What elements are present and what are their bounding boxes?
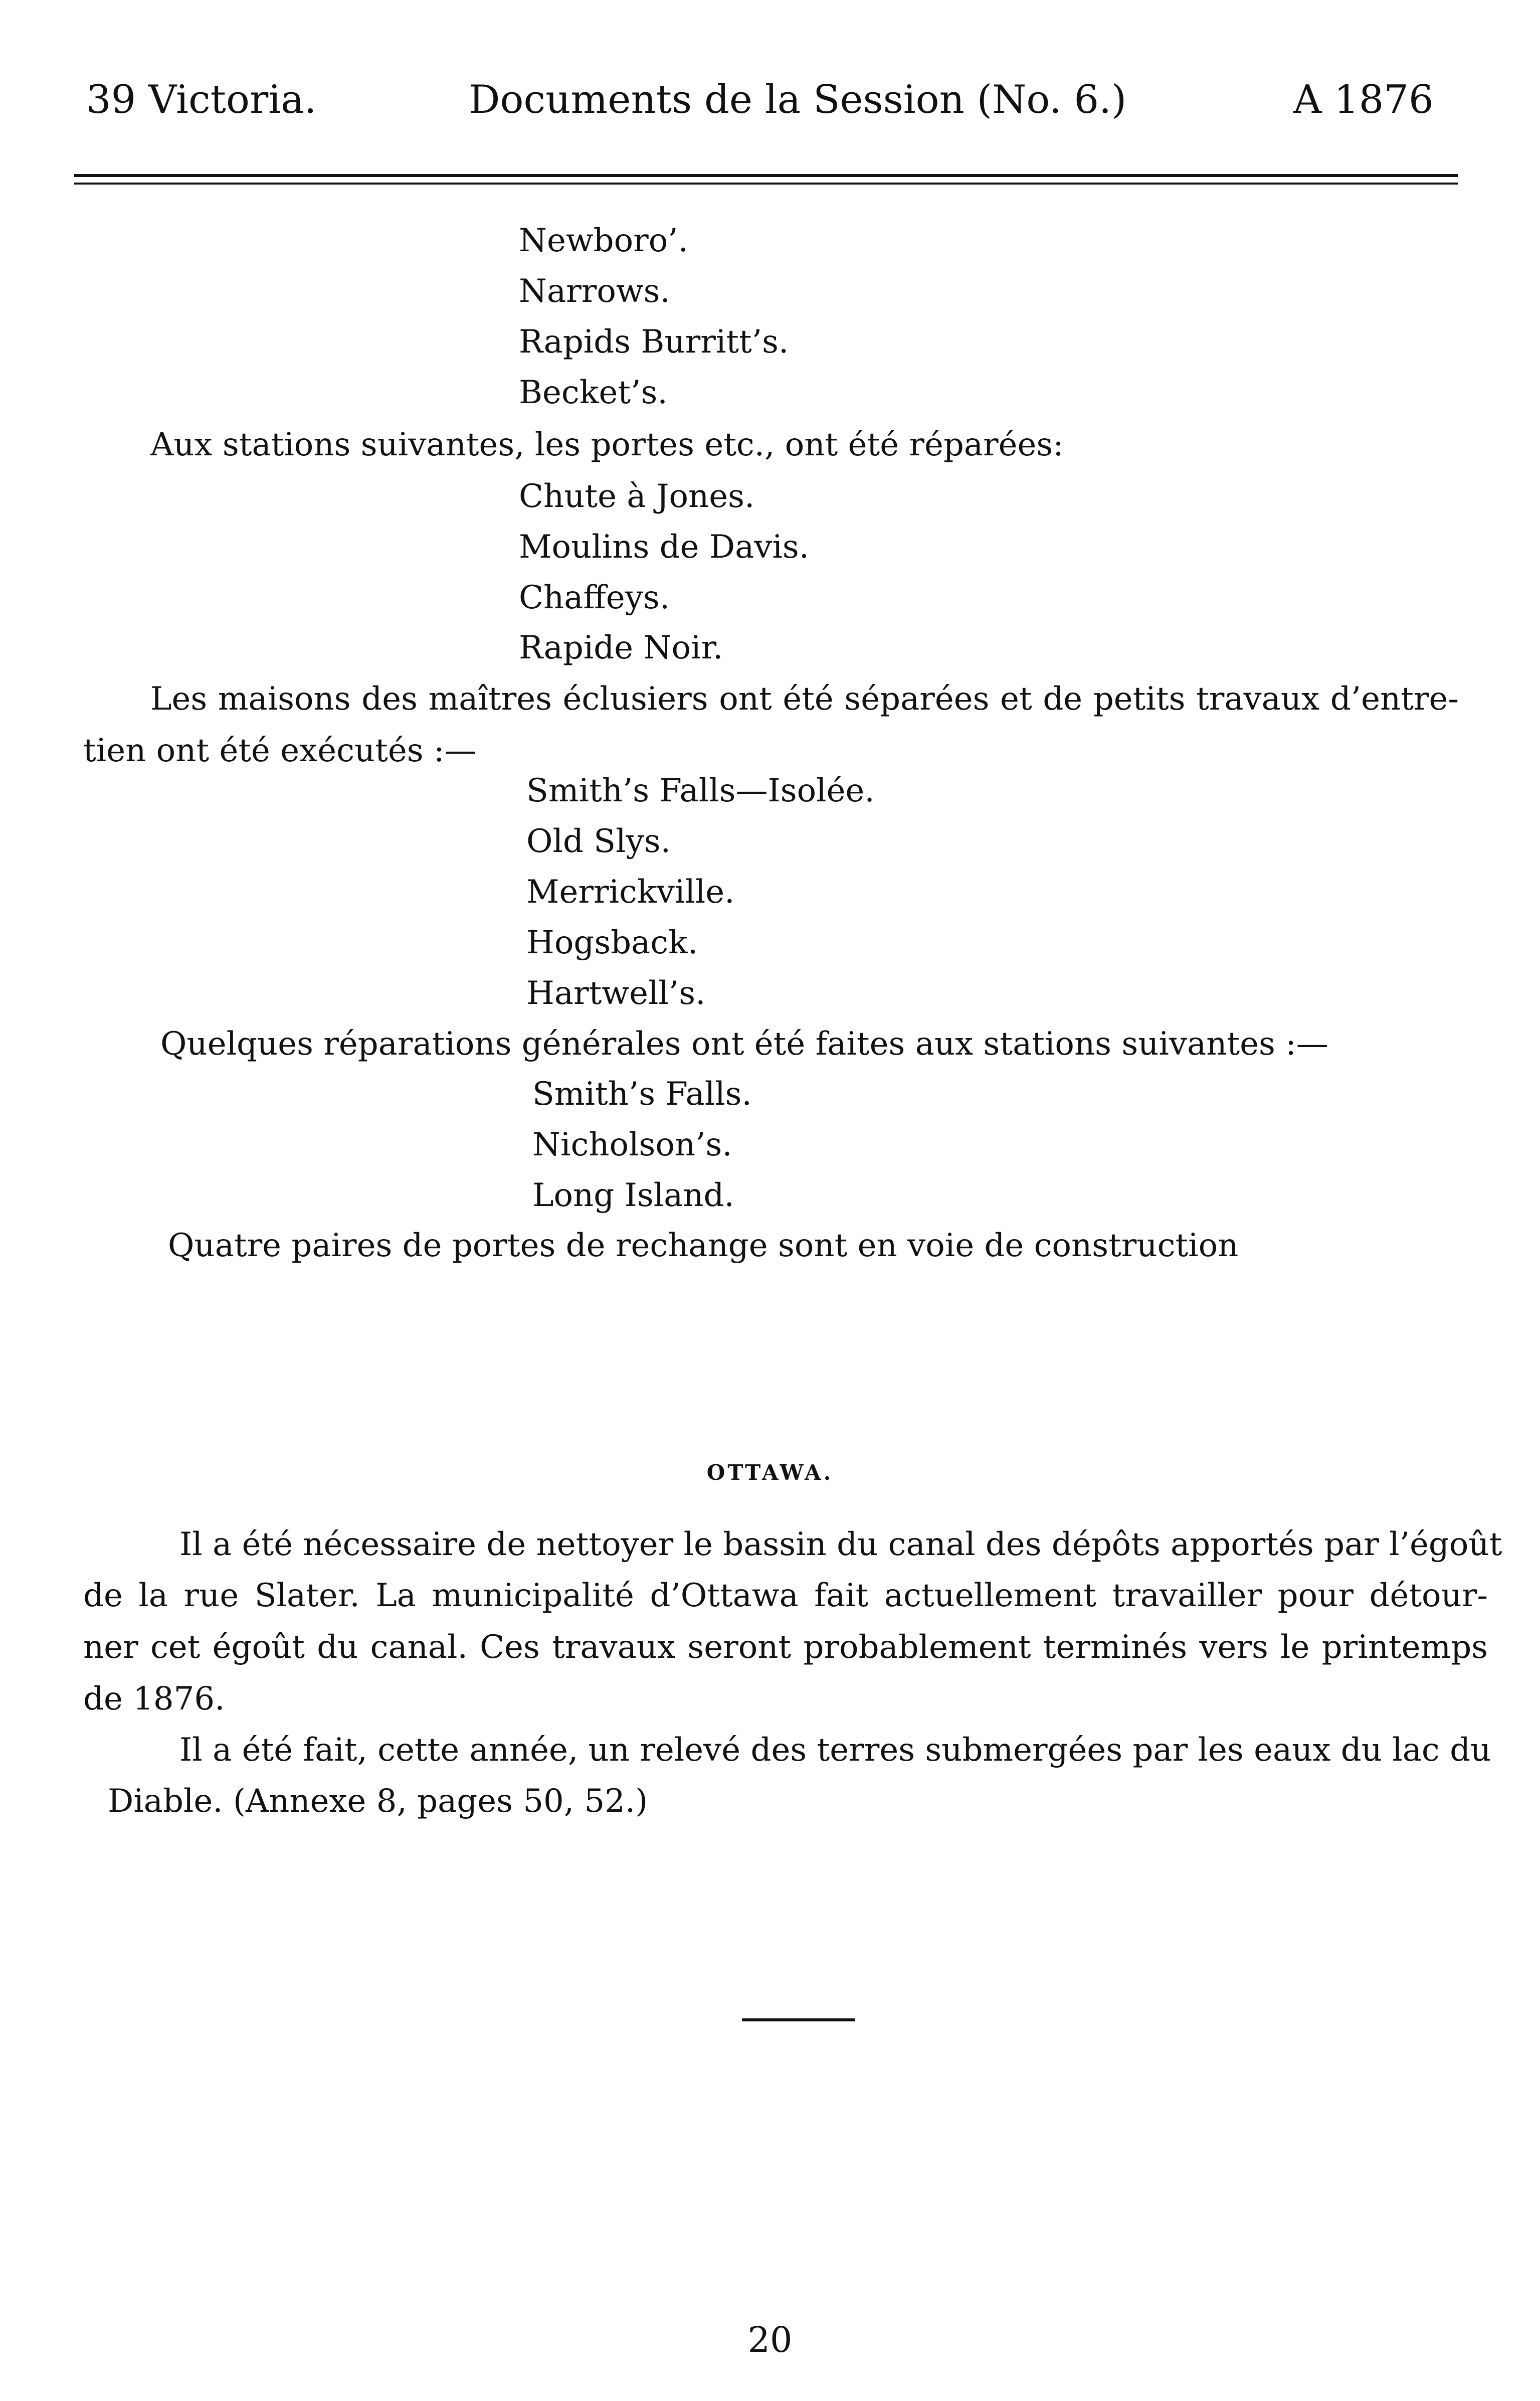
list-item: Narrows. <box>519 273 670 310</box>
list-item: Moulins de Davis. <box>519 529 810 566</box>
list-item: Hartwell’s. <box>526 975 706 1012</box>
header-volume: 39 Victoria. <box>86 77 317 122</box>
list-item: Smith’s Falls. <box>532 1076 752 1113</box>
section-heading: OTTAWA. <box>706 1460 834 1485</box>
list-item: Merrickville. <box>526 874 735 911</box>
list-item: Rapids Burritt’s. <box>519 323 789 361</box>
header-rule-top <box>74 174 1458 177</box>
section-end-rule <box>742 2018 855 2021</box>
list-item: Chaffeys. <box>519 579 670 616</box>
paragraph-line: ner cet égoût du canal. Ces travaux seront probablement terminés vers le printemps <box>83 1629 1488 1666</box>
header-title: Documents de la Session (No. 6.) <box>469 77 1127 122</box>
header-rule-bottom <box>74 183 1458 185</box>
paragraph-line: Il a été fait, cette année, un relevé des terres submergées par les eaux du lac du <box>179 1732 1491 1769</box>
list-item: Rapide Noir. <box>519 629 723 666</box>
paragraph-line: de 1876. <box>83 1680 225 1718</box>
list-item: Hogsback. <box>526 924 698 961</box>
list-item: Nicholson’s. <box>532 1126 732 1163</box>
paragraph-line: de la rue Slater. La municipalité d’Ottawa fait actuellement travailler pour détour- <box>83 1577 1488 1614</box>
list-item: Long Island. <box>532 1177 734 1214</box>
paragraph-line: Quelques réparations générales ont été faites aux stations suivantes :— <box>160 1025 1328 1063</box>
page-number: 20 <box>747 2319 793 2360</box>
paragraph-line: Quatre paires de portes de rechange sont en voie de construction <box>168 1227 1239 1264</box>
list-item: Old Slys. <box>526 823 671 860</box>
list-item: Becket’s. <box>519 374 668 411</box>
paragraph-line: Il a été nécessaire de nettoyer le bassin du canal des dépôts apportés par l’égoût <box>179 1526 1502 1563</box>
paragraph-line: Aux stations suivantes, les portes etc., ont été réparées: <box>150 426 1064 463</box>
list-item: Newboro’. <box>519 222 688 259</box>
paragraph-line: Les maisons des maîtres éclusiers ont été séparées et de petits travaux d’entre- <box>150 680 1459 718</box>
paragraph-line: tien ont été exécutés :— <box>83 732 477 769</box>
list-item: Smith’s Falls—Isolée. <box>526 772 875 809</box>
paragraph-line: Diable. (Annexe 8, pages 50, 52.) <box>108 1783 648 1820</box>
list-item: Chute à Jones. <box>519 478 755 515</box>
header-year: A 1876 <box>1293 77 1434 122</box>
